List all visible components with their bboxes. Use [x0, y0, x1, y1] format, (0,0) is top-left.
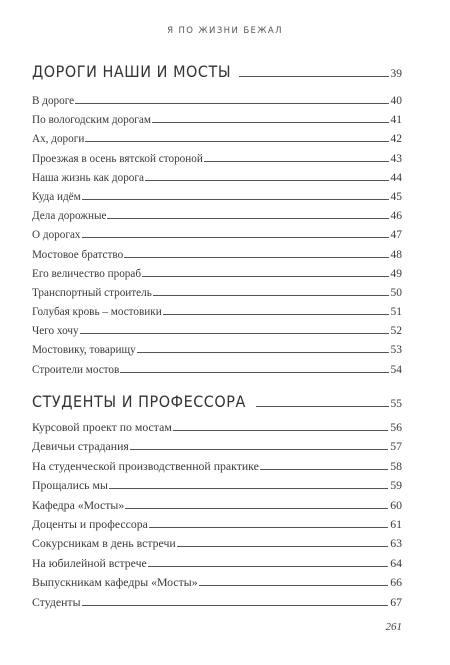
dot-leader — [75, 103, 388, 104]
entry-page-number: 41 — [390, 114, 402, 127]
entry-title: Курсовой проект по мостам — [32, 420, 172, 434]
dot-leader — [85, 141, 388, 142]
entry-title: Куда идём — [32, 190, 81, 203]
entry-page-number: 56 — [390, 420, 402, 434]
dot-leader — [120, 372, 388, 373]
toc-entry — [32, 306, 402, 325]
entry-title: Кафедра «Мосты» — [32, 497, 125, 512]
dot-leader — [204, 161, 389, 162]
toc-entry — [32, 191, 402, 210]
toc-entry — [32, 325, 402, 344]
dot-leader — [145, 180, 389, 181]
toc-entry — [32, 344, 402, 363]
entry-title: В дороге — [32, 95, 75, 107]
toc-entry — [32, 268, 402, 287]
entry-page-number: 58 — [390, 458, 402, 473]
dot-leader — [82, 237, 389, 238]
entry-title: Голубая кровь – мостовики — [32, 306, 162, 319]
entry-page-number: 66 — [390, 575, 402, 590]
entry-page-number: 45 — [390, 190, 402, 203]
entry-page-number: 67 — [390, 594, 402, 609]
toc-entry — [32, 133, 402, 152]
entry-page-number: 63 — [390, 536, 402, 551]
entry-page-number: 44 — [390, 171, 402, 184]
dot-leader — [82, 605, 389, 606]
toc-entry — [32, 536, 402, 555]
dot-leader — [107, 218, 388, 219]
toc-entry — [32, 575, 402, 594]
entry-title: Студенты — [32, 594, 81, 609]
section-title: СТУДЕНТЫ И ПРОФЕССОРА — [32, 392, 246, 411]
dot-leader — [256, 406, 389, 407]
entry-page-number: 47 — [390, 229, 402, 242]
entry-title: Выпускникам кафедры «Мосты» — [32, 575, 198, 590]
dot-leader — [153, 295, 389, 296]
toc-entry — [32, 229, 402, 248]
toc-entry — [32, 114, 402, 133]
toc-entry — [32, 517, 402, 536]
toc-entry — [32, 420, 402, 439]
entry-page-number: 60 — [390, 497, 402, 512]
section-title: ДОРОГИ НАШИ И МОСТЫ — [32, 62, 232, 81]
toc-entry — [32, 498, 402, 517]
dot-leader — [137, 352, 389, 353]
entry-title: Проезжая в осень вятской стороной — [32, 152, 203, 165]
entry-title: Прощались мы — [32, 478, 108, 493]
toc-entries-roads — [32, 95, 402, 383]
toc-entry — [32, 172, 402, 191]
entry-page-number: 52 — [390, 325, 402, 338]
entry-title: На студенческой производственной практике — [32, 458, 259, 473]
entry-title: Его величество прораб — [32, 267, 142, 280]
entry-page-number: 42 — [390, 133, 402, 146]
dot-leader — [152, 122, 389, 123]
dot-leader — [80, 333, 389, 334]
toc-entry — [32, 595, 402, 614]
entry-page-number: 57 — [390, 439, 402, 454]
entry-title: Дела дорожные — [32, 210, 107, 223]
entry-title: Транспортный строитель — [32, 286, 152, 299]
dot-leader — [177, 546, 388, 547]
dot-leader — [82, 199, 389, 200]
entry-page-number: 48 — [390, 248, 402, 261]
toc-entry — [32, 210, 402, 229]
entry-page-number: 50 — [390, 286, 402, 299]
toc-section-roads — [32, 62, 402, 84]
entry-page-number: 40 — [390, 95, 402, 107]
toc-entries-students — [32, 420, 402, 614]
entry-page-number: 61 — [390, 516, 402, 531]
section-heading — [32, 62, 402, 84]
dot-leader — [109, 488, 388, 489]
dot-leader — [142, 276, 388, 277]
page-folio: 261 — [385, 621, 402, 633]
toc-entry — [32, 153, 402, 172]
entry-title: По вологодским дорогам — [32, 114, 151, 127]
dot-leader — [148, 566, 388, 567]
entry-title: Строители мостов — [32, 363, 120, 376]
entry-page-number: 53 — [390, 344, 402, 357]
dot-leader — [124, 257, 388, 258]
dot-leader — [163, 314, 389, 315]
toc-entry — [32, 95, 402, 114]
entry-title: Ах, дороги — [32, 133, 85, 146]
toc-entry — [32, 556, 402, 575]
toc-entry — [32, 287, 402, 306]
section-heading — [32, 392, 402, 414]
entry-page-number: 64 — [390, 555, 402, 570]
entry-title: Девичьи страдания — [32, 439, 129, 454]
entry-title: Мостовику, товарищу — [32, 344, 136, 357]
entry-title: На юбилейной встрече — [32, 555, 147, 570]
dot-leader — [173, 430, 388, 431]
dot-leader — [239, 76, 388, 77]
entry-page-number: 54 — [390, 363, 402, 376]
entry-title: О дорогах — [32, 229, 81, 242]
toc-entry — [32, 478, 402, 497]
dot-leader — [149, 527, 388, 528]
entry-page-number: 59 — [390, 478, 402, 493]
entry-title: Доценты и профессора — [32, 516, 148, 531]
entry-title: Наша жизнь как дорога — [32, 171, 144, 184]
entry-title: Чего хочу — [32, 325, 79, 338]
dot-leader — [130, 449, 388, 450]
section-page-number: 55 — [390, 398, 402, 410]
dot-leader — [260, 469, 388, 470]
entry-page-number: 51 — [390, 306, 402, 319]
running-head: Я ПО ЖИЗНИ БЕЖАЛ — [167, 26, 283, 36]
dot-leader — [125, 508, 388, 509]
entry-page-number: 49 — [390, 267, 402, 280]
toc-section-students — [32, 392, 402, 414]
entry-title: Мостовое братство — [32, 248, 124, 261]
toc-entry — [32, 249, 402, 268]
entry-title: Сокурсникам в день встречи — [32, 536, 176, 551]
section-page-number: 39 — [390, 68, 402, 80]
toc-entry — [32, 364, 402, 383]
entry-page-number: 43 — [390, 152, 402, 165]
toc-entry — [32, 459, 402, 478]
entry-page-number: 46 — [390, 210, 402, 223]
toc-entry — [32, 439, 402, 458]
dot-leader — [199, 585, 389, 586]
